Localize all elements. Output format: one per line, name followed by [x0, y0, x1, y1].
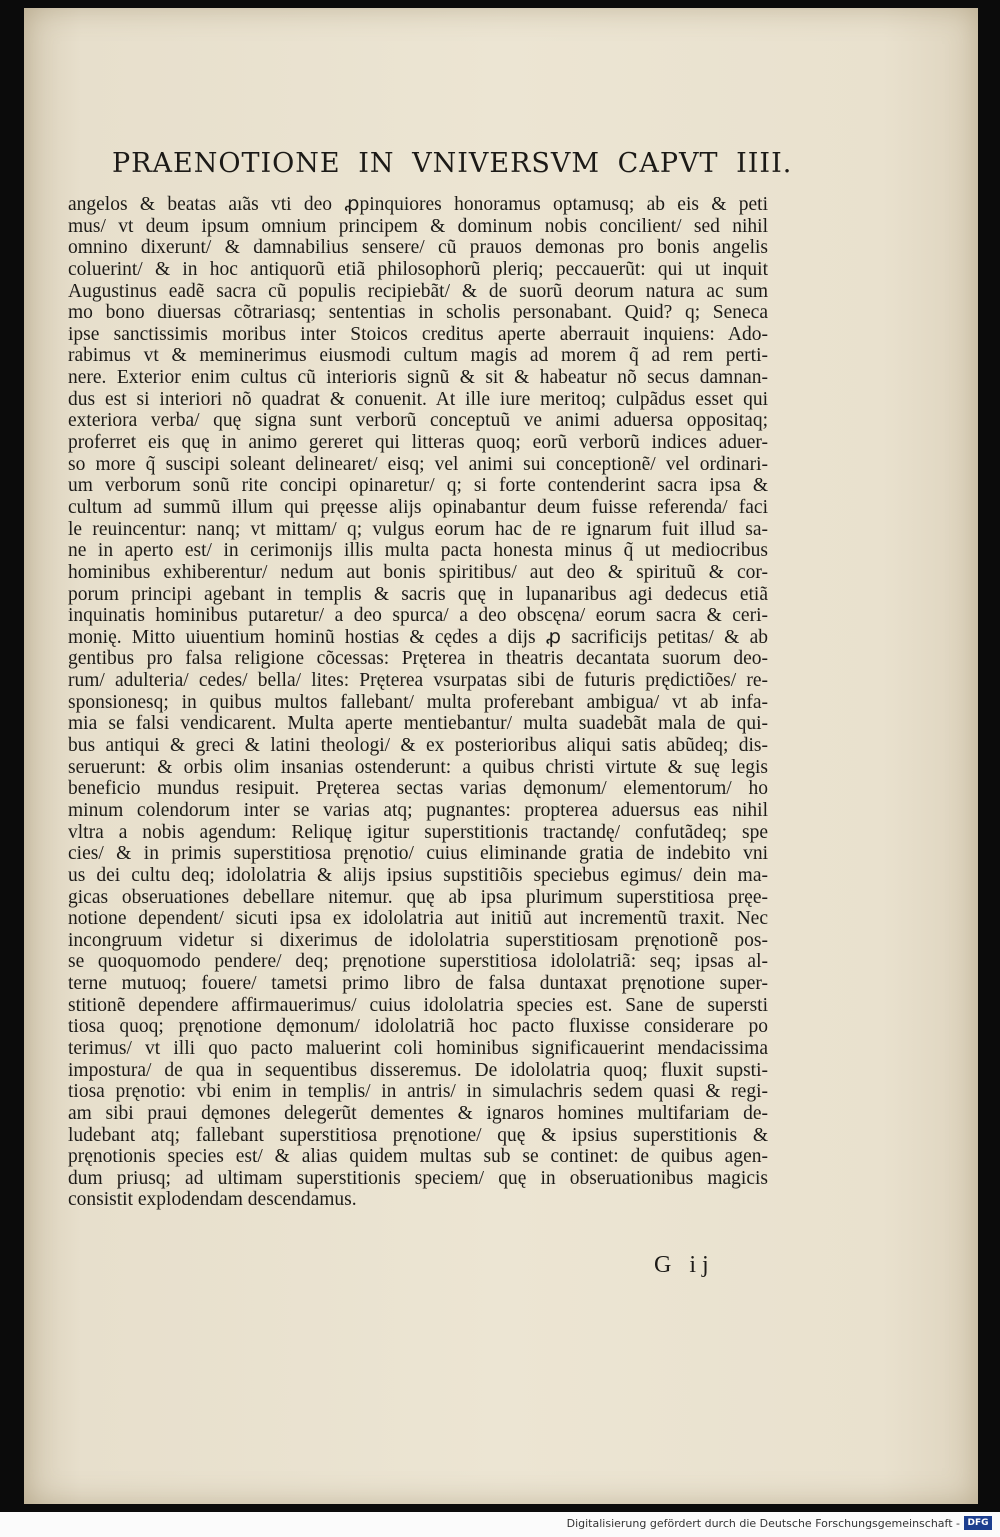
text-line: minum colendorum inter se varias atq; pugnantes: propterea aduersus eas nihil: [68, 799, 768, 821]
text-line: ipse sanctissimis moribus inter Stoicos creditus aperte aberrauit inquiens: Ado-: [68, 323, 768, 345]
text-line: um verborum sonũ rite concipi opinaretur/ q; si forte contenderint sacra ipsa &: [68, 475, 768, 497]
text-line: monię. Mitto uiuentium hominũ hostias & cędes a dijs ꝓ sacrificijs petitas/ & ab: [68, 626, 768, 648]
text-line: so more q̃ suscipi soleant delinearet/ eisq; vel animi sui conceptionẽ/ vel ordinari-: [68, 453, 768, 475]
text-line: stitionẽ dependere affirmauerimus/ cuius idololatria species est. Sane de supersti: [68, 994, 768, 1016]
text-line: notione dependent/ sicuti ipsa ex idololatria aut initiũ aut incrementũ traxit. Nec: [68, 908, 768, 930]
signature-mark: G ij: [654, 1252, 715, 1278]
text-line: rum/ adulteria/ cedes/ bella/ lites: Pręterea vsurpatas sibi de futuris prędictiões/ re-: [68, 670, 768, 692]
text-line: impostura/ de qua in sequentibus disseremus. De idololatria quoq; fluxit supsti-: [68, 1059, 768, 1081]
text-line: coluerint/ & in hoc antiquorũ etiã philosophorũ pleriq; peccauerũt: qui ut inquit: [68, 258, 768, 280]
running-head-word: PRAENOTIONE: [112, 148, 341, 179]
text-line: cultum ad summũ illum qui pręesse alijs opinabantur deum fuisse referenda/ faci: [68, 496, 768, 518]
text-line: beneficio mundus resipuit. Pręterea sectas varias dęmonum/ elementorum/ ho: [68, 778, 768, 800]
text-line: tiosa pręnotio: vbi enim in templis/ in antris/ in simulachris sedem quasi & regi-: [68, 1081, 768, 1103]
text-line: proferret eis quę in animo gereret qui litteras quoq; eorũ verborũ indices aduer-: [68, 432, 768, 454]
running-head-word: CAPVT: [617, 148, 719, 179]
text-line: us dei cultu deq; idololatria & alijs ipsius supstitiõis speciebus egimus/ dein ma-: [68, 864, 768, 886]
text-line: le reuincentur: nanq; vt mittam/ q; vulgus eorum hac de re ignarum fuit illud sa-: [68, 518, 768, 540]
running-head-word: VNIVERSVM: [412, 148, 601, 179]
text-line: terne mutuoq; fouere/ tametsi primo libro de falsa duntaxat pręnotione super-: [68, 973, 768, 995]
running-head-word: IN: [358, 148, 395, 179]
footer-credit: Digitalisierung gefördert durch die Deutsche Forschungsgemeinschaft -: [566, 1517, 960, 1530]
text-line: exteriora verba/ quę signa sunt verborũ conceptuũ ve animi aduersa oppositaq;: [68, 410, 768, 432]
text-line: seruerunt: & orbis olim insanias ostenderunt: a quibus christi virtute & suę legis: [68, 756, 768, 778]
text-line: vltra a nobis agendum: Reliquę igitur superstitionis tractandę/ confutãdeq; spe: [68, 821, 768, 843]
text-line: angelos & beatas aı̃as vti deo ꝓpinquiores honoramus optamusq; ab eis & peti: [68, 194, 768, 215]
text-line: omnino dixerunt/ & damnabilius sensere/ cũ prauos demonas pro bonis angelis: [68, 237, 768, 259]
text-line: terimus/ vt illi quo pacto maluerint coli hominibus significauerint mendacissima: [68, 1037, 768, 1059]
book-page: [24, 8, 978, 1504]
text-line: rabimus vt & meminerimus eiusmodi cultum magis ad morem q̃ ad rem perti-: [68, 345, 768, 367]
text-line: dus est si interiori nõ quadrat & conuenit. At ille iure meritoq; culpãdus esset qui: [68, 388, 768, 410]
running-head-word: IIII.: [736, 148, 793, 179]
text-line: bus antiqui & greci & latini theologi/ & ex posterioribus aliqui satis abũdeq; dis-: [68, 735, 768, 757]
text-line: gentibus pro falsa religione cõcessas: Pręterea in theatris decantata suorum deo-: [68, 648, 768, 670]
text-line: cies/ & in primis superstitiosa pręnotio/ cuius eliminande gratia de indebito vni: [68, 843, 768, 865]
text-line: ludebant atq; fallebant superstitiosa pręnotione/ quę & ipsius superstitionis &: [68, 1124, 768, 1146]
text-line: am sibi praui dęmones delegerũt dementes & ignaros homines multifariam de-: [68, 1102, 768, 1124]
text-line: Augustinus eadẽ sacra cũ populis recipiebãt/ & de suorũ deorum natura ac sum: [68, 280, 768, 302]
text-line: mus/ vt deum ipsum omnium principem & dominum nobis concilient/ sed nihil: [68, 215, 768, 237]
text-line: mo bono diuersas cõtrariasq; sententias in scholis personabant. Quid? q; Seneca: [68, 302, 768, 324]
text-line: inquinatis hominibus putaretur/ a deo spurca/ a deo obscęna/ eorum sacra & ceri-: [68, 605, 768, 627]
text-line: nere. Exterior enim cultus cũ interioris signũ & sit & habeatur nõ secus damnan-: [68, 367, 768, 389]
text-line: hominibus exhiberentur/ nedum aut bonis spiritibus/ aut deo & spirituũ & cor-: [68, 561, 768, 583]
text-line: sponsionesq; in quibus multos fallebant/ multa proferebant ambigua/ vt ab infa-: [68, 691, 768, 713]
text-line: se quoquomodo pendere/ deq; pręnotione superstitiosa idololatriã: seq; ipsas al-: [68, 951, 768, 973]
text-line: mia se falsi vendicarent. Multa aperte mentiebantur/ multa suadebãt mala de qui-: [68, 713, 768, 735]
text-line: ne in aperto est/ in cerimonijs illis multa pacta honesta minus q̃ ut mediocribus: [68, 540, 768, 562]
dfg-logo: DFG: [964, 1516, 992, 1530]
text-line: dum priusq; ad ultimam superstitionis speciem/ quę in obseruationibus magicis: [68, 1167, 768, 1189]
text-line: incongruum videtur si dixerimus de idololatria superstitiosam pręnotionẽ pos-: [68, 929, 768, 951]
text-line: porum principi agebant in templis & sacris quę in lupanaribus agi dedecus etiã: [68, 583, 768, 605]
text-line: tiosa quoq; pręnotione dęmonum/ idololatriã hoc pacto fluxisse considerare po: [68, 1016, 768, 1038]
text-line: pręnotionis species est/ & alias quidem multas sub se continet: de quibus agen-: [68, 1146, 768, 1168]
body-text: [68, 194, 768, 1211]
text-line: consistit explodendam descendamus.: [68, 1189, 357, 1211]
text-line: gicas obseruationes debellare nitemur. quę ab ipsa plurimum superstitiosa pręe-: [68, 886, 768, 908]
running-head: [112, 148, 793, 179]
